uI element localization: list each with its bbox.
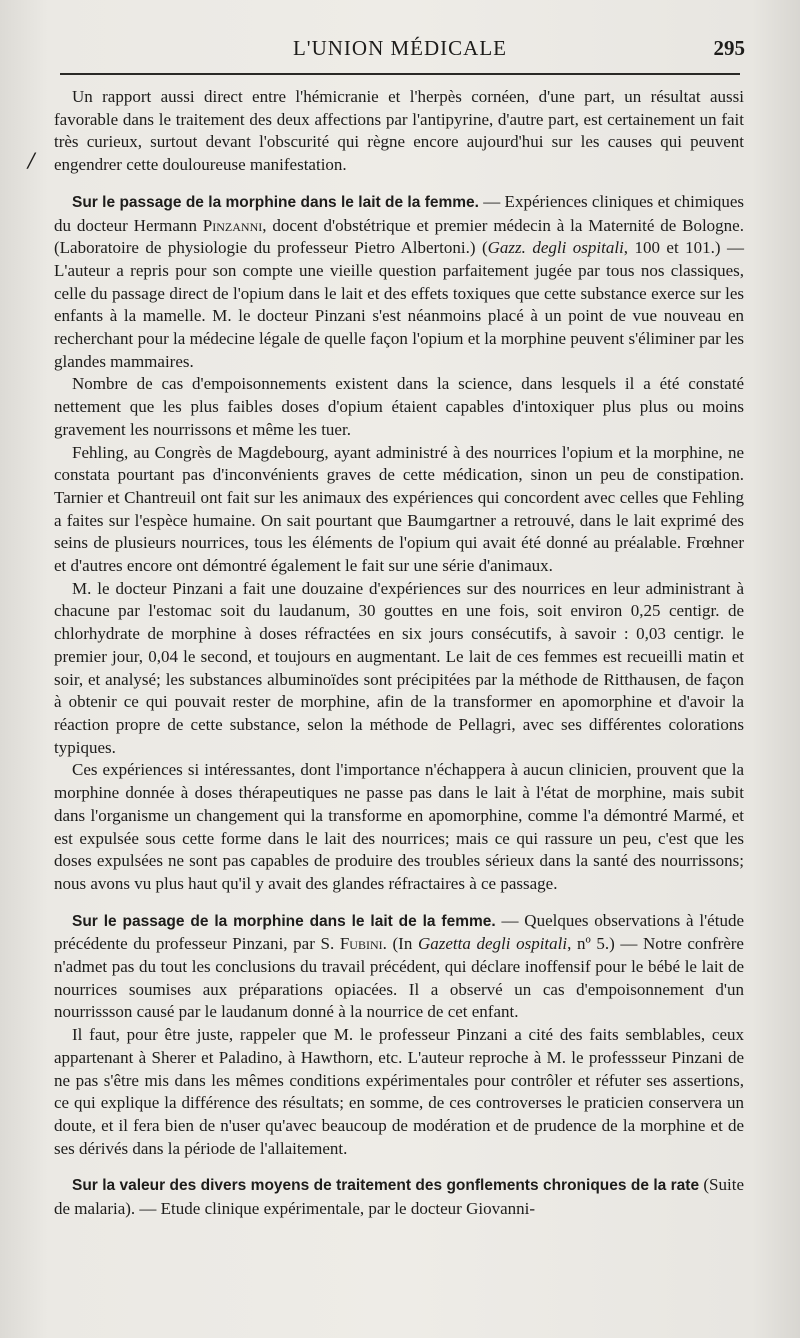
section-fubini [54,910,744,1025]
section-text: , nº 5.) — Notre confrère n'admet pas du tout les conclusions du travail précédent, qui déclare inoffensif pour le bébé le lait de nourrices soumises aux préparations opiacées. Il a observé un cas d'empoisonnement d'un nourrissson causé par le laudanum donné à la nourrice de cet enfant. [54,934,744,1022]
journal-title: Gazz. degli ospitali [487,238,624,258]
section-text: (Suite de malaria). — Etude clinique expérimentale, par le docteur Giovanni- [54,1175,744,1219]
section-morphine-milk [54,191,744,374]
section-heading: Sur la valeur des divers moyens de traitement des gonflements chroniques de la rate [72,1177,700,1195]
paragraph: Fehling, au Congrès de Magdebourg, ayant administré à des nourrices l'opium et la morphine, ne constata pourtant pas d'inconvénients graves de cette médication, sinon un peu de constipation. Tarnier et Chantreuil ont fait sur les animaux des expériences qui concordent avec celles que Fehling a faites sur l'espèce humaine. On sait pourtant que Baumgartner a retrouvé, dans le lait exprimé des seins de plusieurs nourrices, tous les éléments de l'opium qui avait été donné au préalable. Frœhner et d'autres encore ont démontré également le fait sur une série d'animaux. [54,442,744,576]
paragraph: M. le docteur Pinzani a fait une douzaine d'expériences sur des nourrices en leur administrant à chacune par l'estomac soit du laudanum, 30 gouttes en une fois, soit environ 0,25 centigr. de chlorhydrate de morphine à doses réfractées en six jours consécutifs, à savoir : 0,03 centigr. le premier jour, 0,04 le second, et toujours en augmentant. Le lait de ces femmes est recueilli matin et soir, et analysé; les substances albuminoïdes sont précipitées par la méthode de Ritthausen, de façon à obtenir ce qui pouvait rester de morphine, afin de la transformer en apomorphine et d'avoir la réaction propre de cette substance, selon la méthode de Pellagri, avec ses différentes colorations typiques. [54,578,744,757]
section-text: , docent d'obstétrique et premier médecin à la Maternité de Bologne. (Laboratoire de physiologie du professeur Pietro Albertoni.) ( [54,215,744,258]
paragraph: Il faut, pour être juste, rappeler que M. le professeur Pinzani a cité des faits semblables, ceux appartenant à Sherer et Paladino, à Hawthorn, etc. L'auteur reproche à M. le professseur Pinzani de ne pas s'être mis dans les mêmes conditions expérimentales pour contrôler et réfuter ses assertions, ce qui explique la différence des résultats; en somme, de ces controverses le praticien conservera un doute, et il fera bien de n'user qu'avec beaucoup de modération et de prudence de la morphine et de ses dérivés dans la période de l'allaitement. [54,1025,744,1158]
section-spleen [54,1174,744,1220]
section-text: , 100 et 101.) — L'auteur a repris pour son compte une vieille question parfaitement jugée par tous nos classiques, celle du passage direct de l'opium dans le lait et des effets toxiques que cette substance exerce sur les enfants à la mamelle. M. le docteur Pinzani s'est néanmoins placé à un point de vue nouveau en recherchant pour la médecine légale de quelle façon l'opium et la morphine peuvent s'éliminer par les glandes mammaires. [54,238,745,371]
section-heading: Sur le passage de la morphine dans le lait de la femme. [72,912,496,930]
journal-title: Gazetta degli ospitali [417,934,568,954]
paragraph: Ces expériences si intéressantes, dont l'importance n'échappera à aucun clinicien, prouvent que la morphine donnée à doses thérapeutiques ne passe pas dans le lait à l'état de morphine, mais subit dans l'organisme un changement qui la transforme en apomorphine, comme l'a démontré Marmé, et est expulsée sous cette forme dans le lait des nourrices; mais ce qui rassure un peu, c'est que les doses expulsées ne sont pas capables de produire des troubles sérieux dans la santé des nourrissons; nous avons vu plus haut qu'il y avait des glandes réfractaires à ce passage. [54,760,744,893]
article-body [54,86,744,1221]
section-text: — Expériences cliniques et chimiques du docteur Hermann [54,191,744,235]
author-name: Fubini [339,934,383,954]
margin-mark: / [28,148,35,172]
running-title: L'UNION MÉDICALE [292,36,507,60]
header-rule [60,73,740,75]
paragraph: Nombre de cas d'empoisonnements existent dans la science, dans lesquels il a été constaté nettement que les plus faibles doses d'opium étaient capables d'intoxiquer plus plus ou moins gravement les nourrissons et même les tuer. [54,374,744,439]
page-number: 295 [713,36,745,60]
section-text: — Quelques observations à l'étude précédente du professeur Pinzani, par S. [54,910,744,954]
page-header [55,36,745,66]
paragraph-intro: Un rapport aussi direct entre l'hémicranie et l'herpès cornéen, d'une part, un résultat aussi favorable dans le traitement des deux affections par l'antipyrine, d'autre part, est certainement un fait très curieux, surtout devant l'obscurité qui règne encore aujourd'hui sur les causes qui peuvent engendrer cette douloureuse manifestation. [54,87,744,175]
author-name: Pinzanni [202,215,263,235]
section-text: . (In [382,934,418,954]
section-heading: Sur le passage de la morphine dans le lait de la femme. [72,193,479,211]
